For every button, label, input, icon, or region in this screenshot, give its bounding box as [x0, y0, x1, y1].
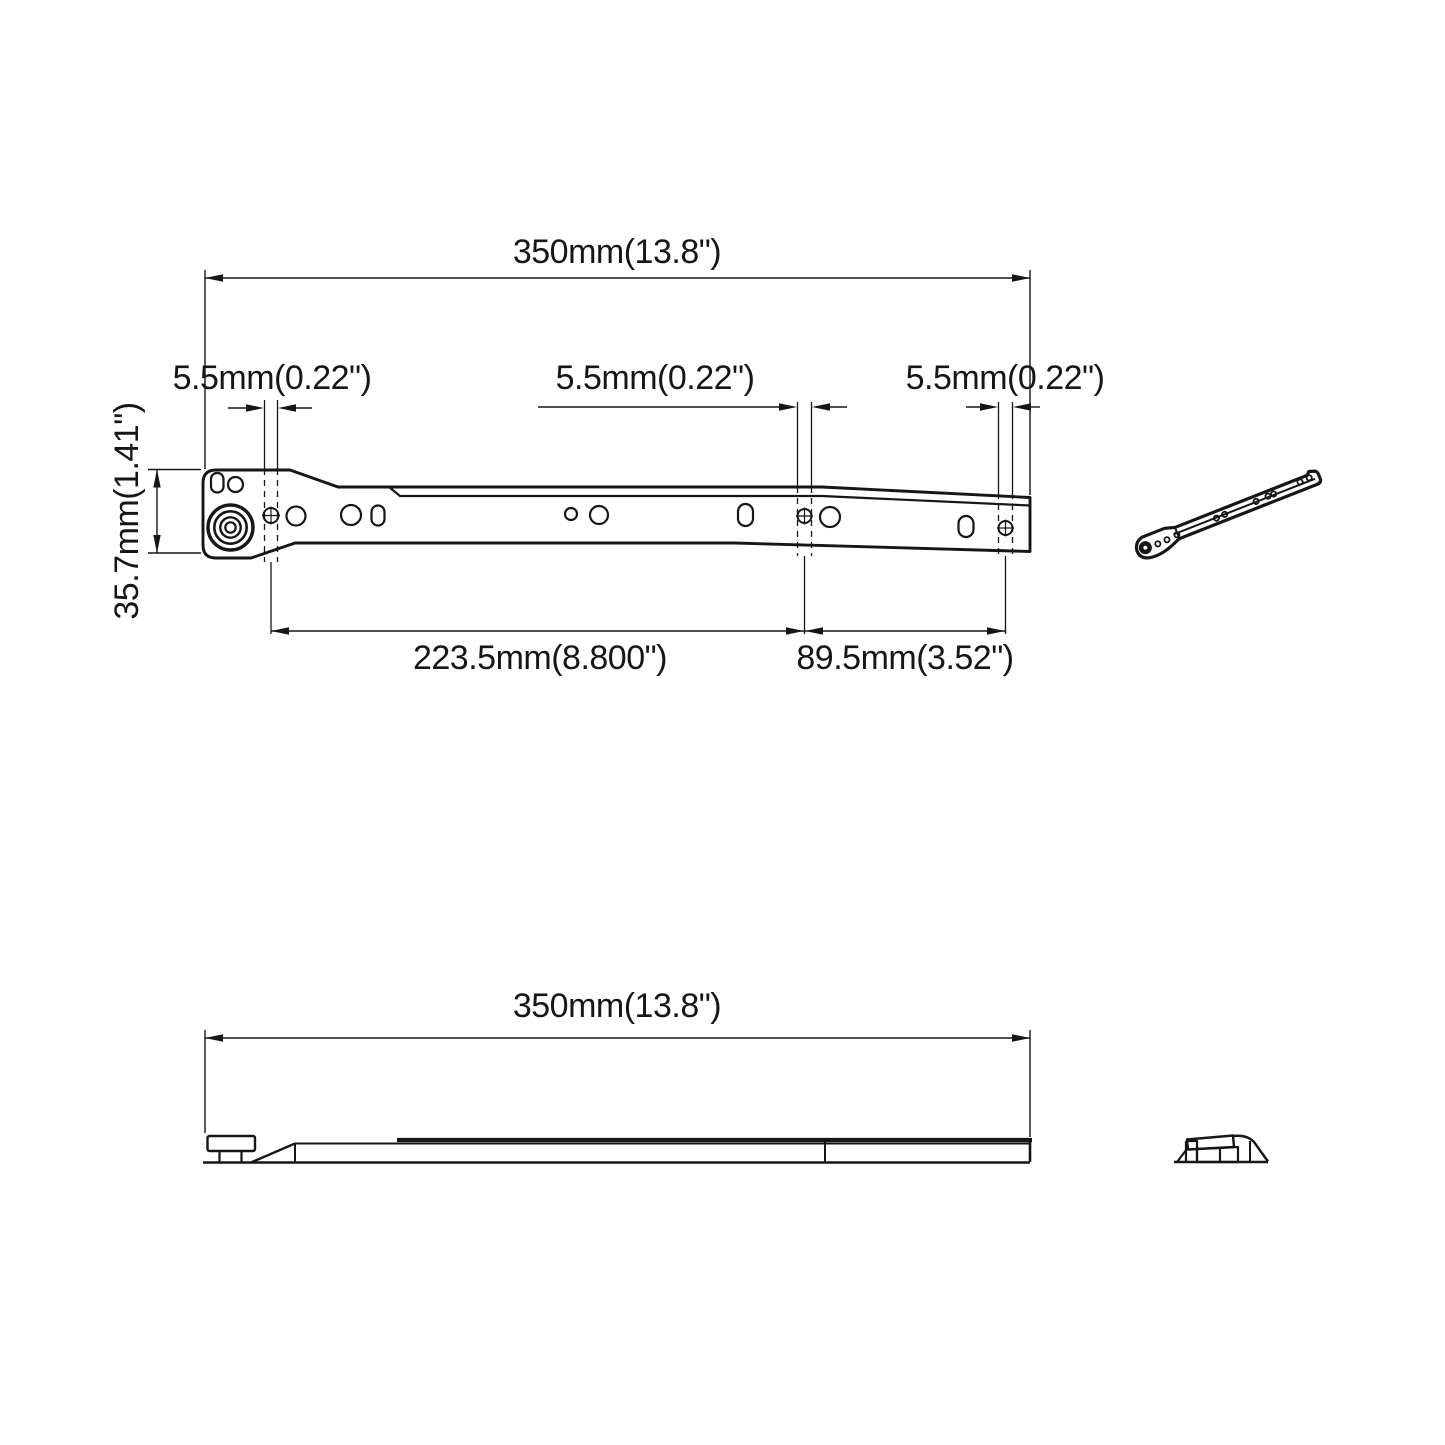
dim-label-span-rear: 89.5mm(3.52")	[796, 639, 1014, 677]
dim-hole-right	[966, 403, 1040, 411]
hole-circle	[287, 507, 306, 526]
dim-label-hole-right: 5.5mm(0.22")	[905, 359, 1105, 397]
hole-circle	[590, 506, 608, 524]
dim-height	[148, 470, 201, 554]
screw-hole-right	[997, 520, 1014, 537]
hole-oval	[959, 516, 974, 537]
roller-wheel	[208, 505, 253, 550]
hole-circle	[565, 508, 577, 520]
end-view	[1174, 1136, 1268, 1163]
dim-label-span-front: 223.5mm(8.800")	[412, 639, 668, 677]
hole-circle	[228, 477, 243, 492]
plan-view-outline	[203, 470, 1030, 558]
dim-label-hole-mid: 5.5mm(0.22")	[555, 359, 755, 397]
dim-hole-left	[228, 404, 312, 412]
stop-bracket	[208, 1136, 256, 1151]
hole-center-lines	[265, 400, 1013, 634]
screw-hole-mid	[796, 508, 813, 525]
dim-overall-side	[205, 1030, 1030, 1137]
hole-circle	[820, 507, 840, 527]
side-view	[203, 1030, 1032, 1163]
dim-label-hole-left: 5.5mm(0.22")	[172, 359, 372, 397]
side-view-profile	[203, 1136, 1032, 1163]
hole-oval	[211, 473, 224, 493]
isometric-view	[1133, 469, 1325, 562]
dim-hole-spans	[271, 627, 1005, 634]
dim-label-overall-side: 350mm(13.8")	[512, 987, 722, 1025]
dim-hole-mid	[538, 403, 847, 411]
hole-oval	[738, 504, 753, 526]
dim-label-overall-top: 350mm(13.8")	[512, 233, 722, 271]
hole-oval	[372, 506, 385, 526]
hole-circle	[341, 505, 361, 525]
dim-label-height: 35.7mm(1.41")	[108, 402, 146, 620]
